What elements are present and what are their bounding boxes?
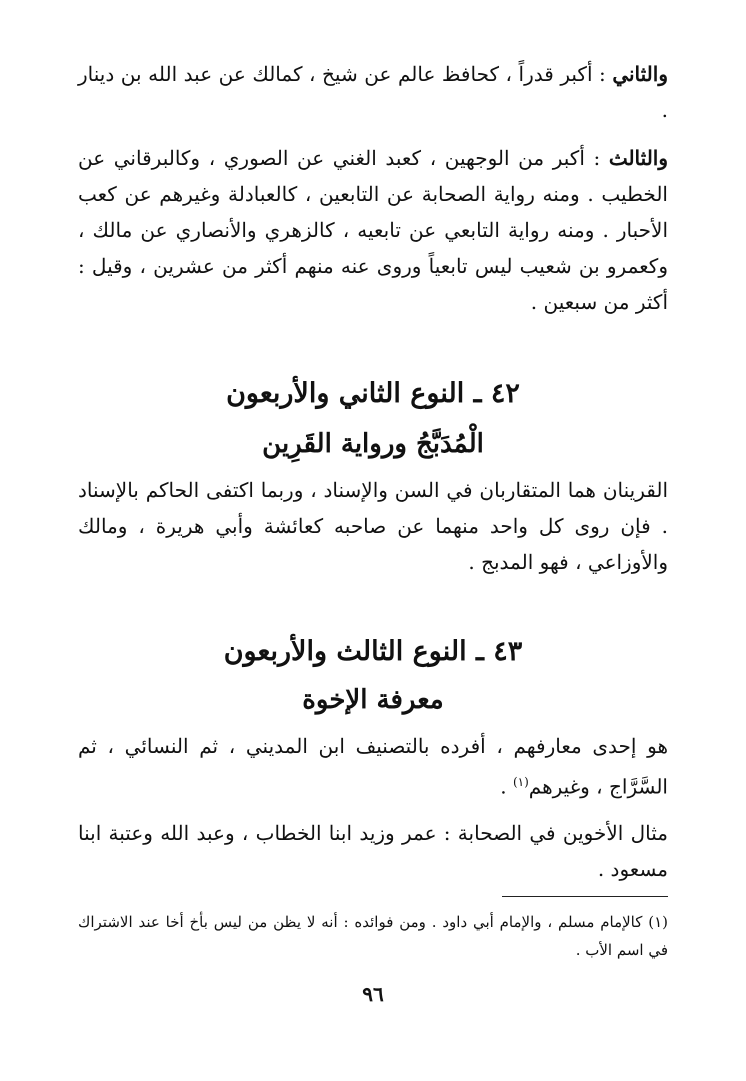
- section-title: الْمُدَبَّجُ ورواية القَرِين: [262, 429, 484, 459]
- footnote: (١) كالإمام مسلم ، والإمام أبي داود . ومن فوائده : أنه لا يظن من ليس بأخ أخا عند الاشتراك في اسم الأب .: [78, 913, 668, 959]
- paragraph-second: [78, 56, 668, 128]
- paragraph-text: : أكبر من الوجهين ، كعبد الغني عن الصوري ، وكالبرقاني عن الخطيب . ومنه رواية الصحابة عن التابعين ، كالعبادلة وغيرهم عن كعب الأحبار . ومنه رواية التابعي عن تابعيه ، كالزهري والأنصاري عن مالك ، وكعمرو بن شعيب ليس تابعياً وروى عنه منهم أكثر من عشرين ، وقيل : أكثر من سبعين .: [78, 146, 668, 314]
- section-42-paragraph: القرينان هما المتقاربان في السن والإسناد ، وربما اكتفى الحاكم بالإسناد . فإن روى كل واحد منهما عن صاحبه كعائشة وأبي هريرة ، ومالك والأوزاعي ، فهو المدبج .: [78, 478, 668, 574]
- paragraph-end: .: [500, 774, 513, 799]
- paragraph-third: [78, 140, 668, 320]
- footnote-reference[interactable]: (١): [512, 775, 529, 789]
- section-number: ٤٣ ـ النوع الثالث والأربعون: [223, 636, 523, 667]
- paragraph-text: هو إحدى معارفهم ، أفرده بالتصنيف ابن المديني ، ثم النسائي ، ثم السَّرَّاج ، وغيرهم: [78, 734, 668, 799]
- section-heading-43: [78, 630, 668, 722]
- footnote-divider: [502, 896, 668, 897]
- section-43-paragraph-2: مثال الأخوين في الصحابة : عمر وزيد ابنا الخطاب ، وعبد الله وعتبة ابنا مسعود .: [78, 820, 668, 881]
- page-number: ٩٦: [362, 982, 384, 1006]
- paragraph-lead: والثالث: [608, 146, 668, 170]
- section-title: معرفة الإخوة: [302, 685, 444, 715]
- section-43-paragraph-1: [78, 728, 668, 805]
- paragraph-text: : أكبر قدراً ، كحافظ عالم عن شيخ ، كمالك عن عبد الله بن دينار .: [78, 62, 668, 122]
- section-heading-42: [78, 372, 668, 466]
- section-number: ٤٢ ـ النوع الثاني والأربعون: [226, 378, 520, 409]
- paragraph-lead: والثاني: [612, 62, 668, 86]
